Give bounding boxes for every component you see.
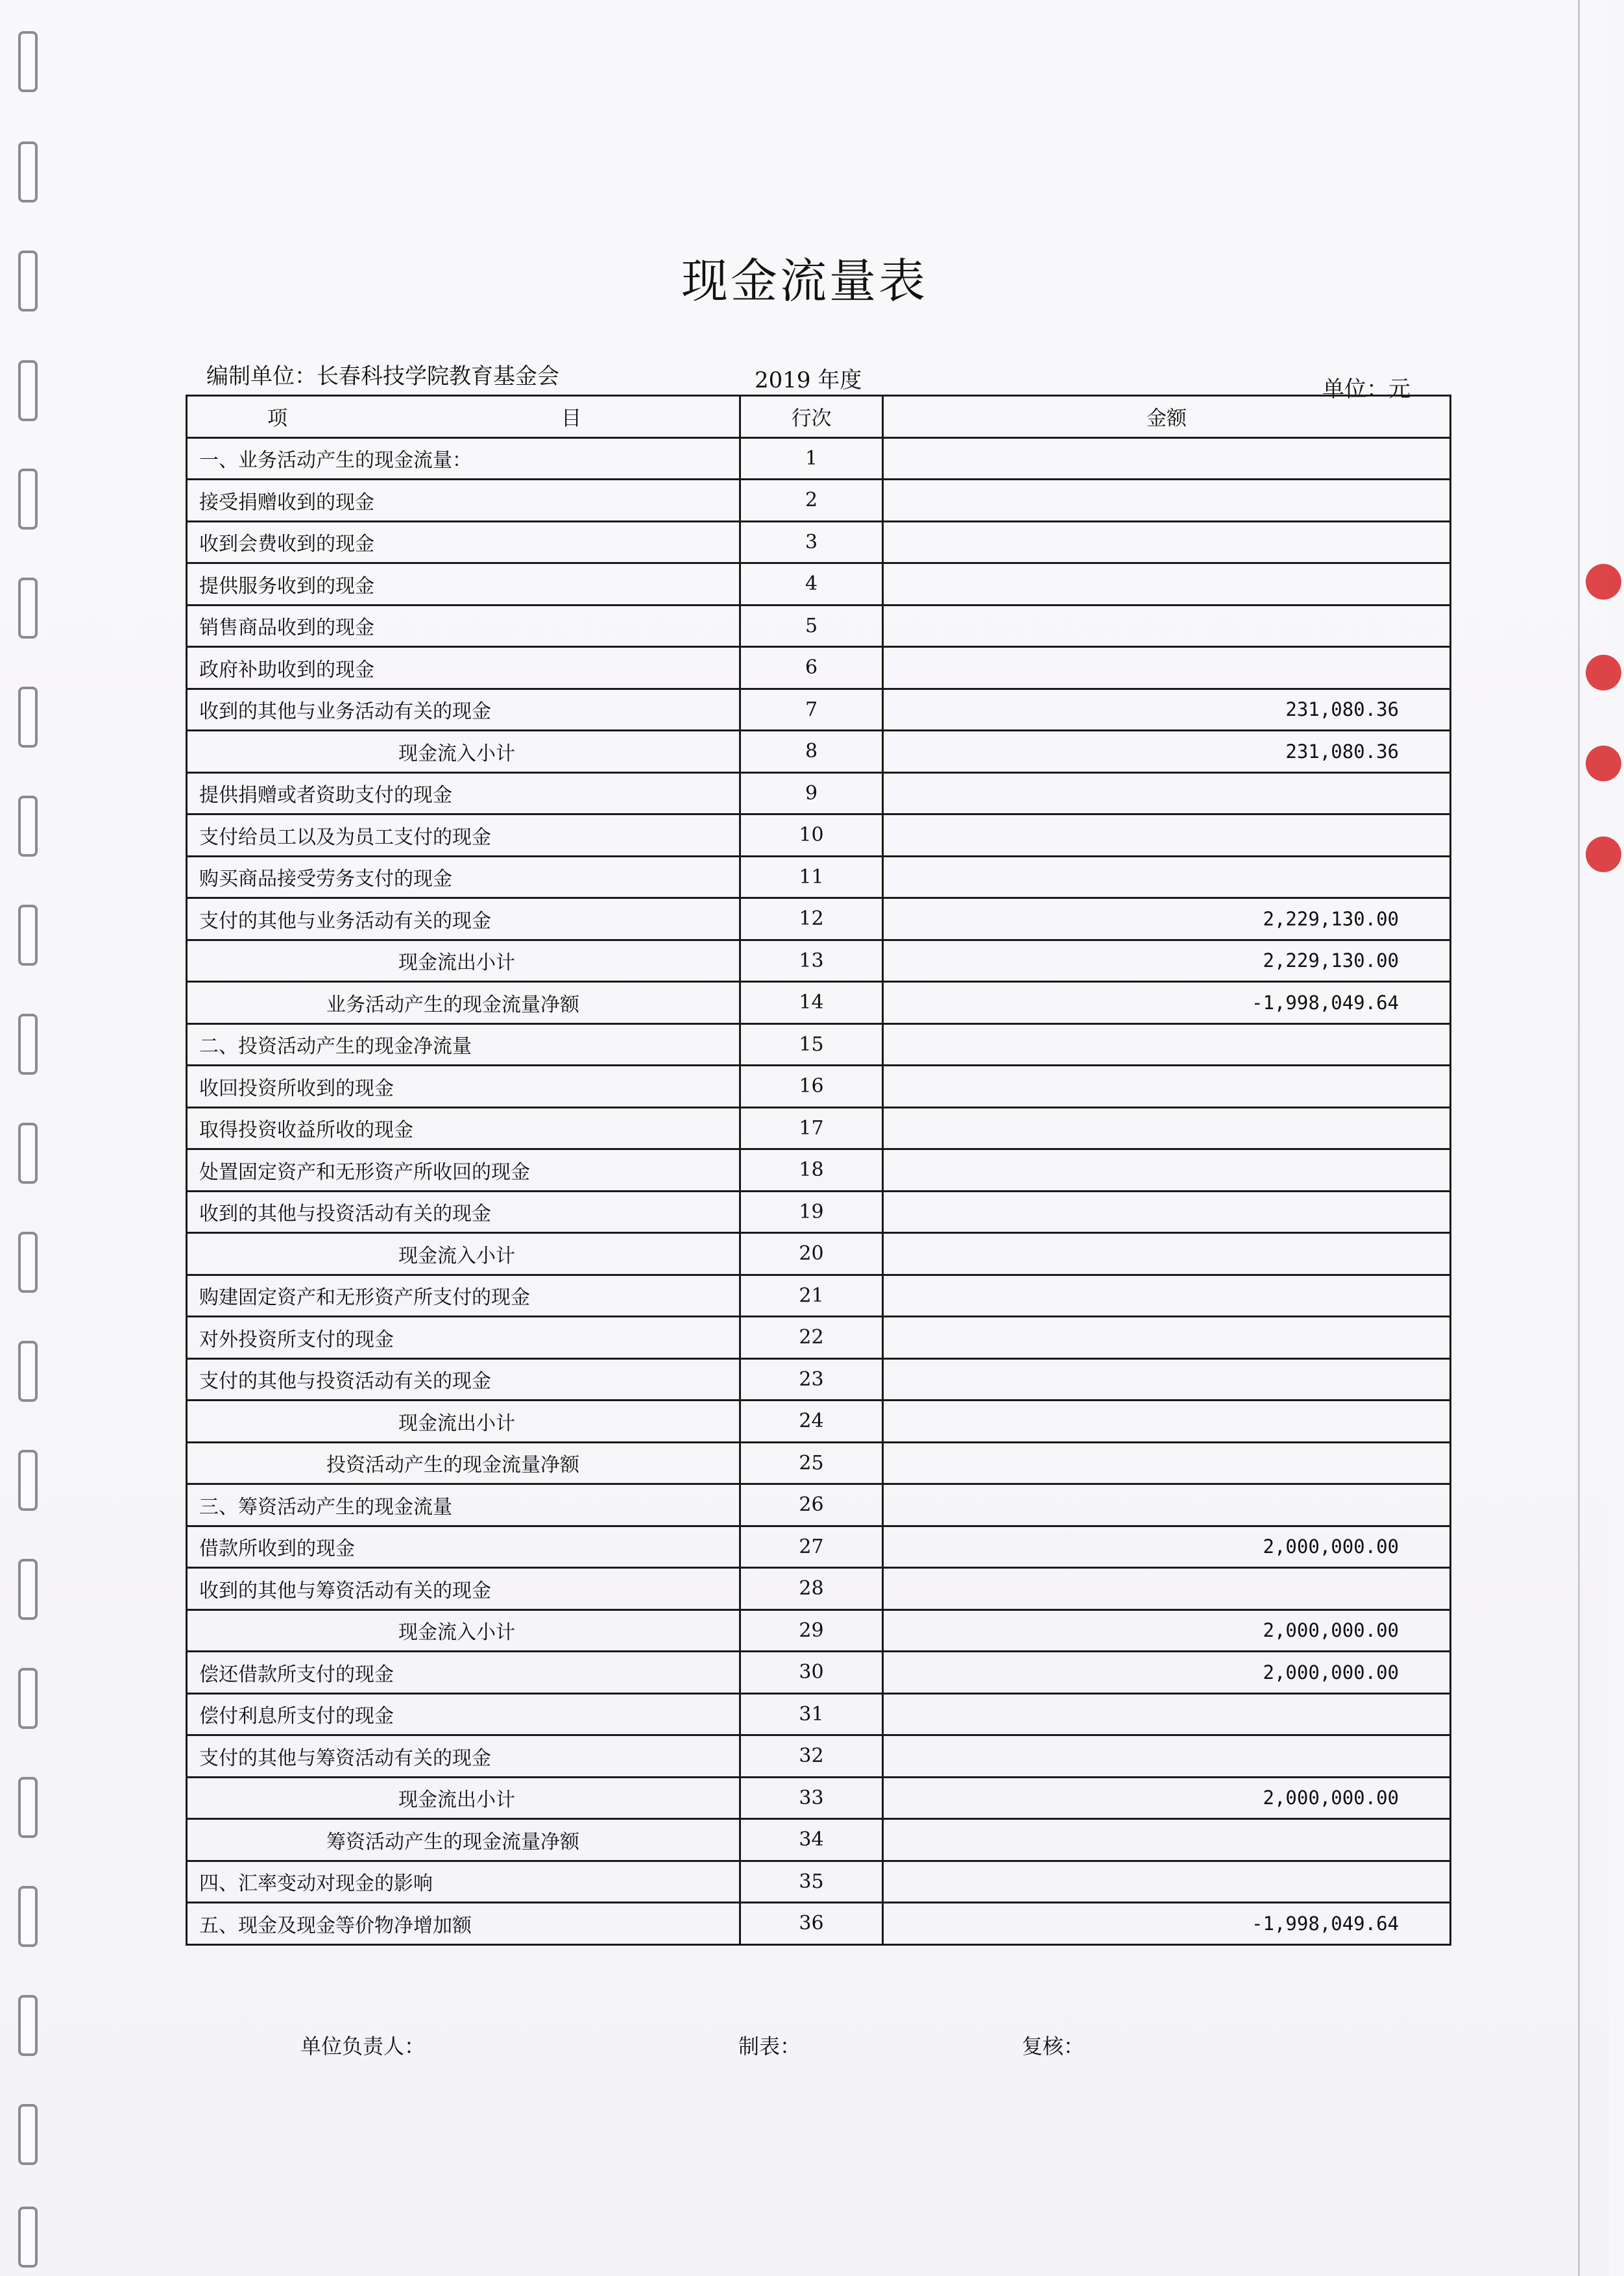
binding-hole [18, 578, 38, 639]
org-label: 编制单位：长春科技学院教育基金会 [206, 363, 559, 389]
row-amount [883, 1317, 1451, 1359]
table-row [187, 605, 1451, 647]
binding-hole [18, 1341, 38, 1402]
row-item-label: 借款所收到的现金 [187, 1526, 740, 1568]
row-amount [883, 1442, 1451, 1484]
row-amount [883, 521, 1451, 563]
header-line: 行次 [740, 396, 883, 438]
table-row [187, 437, 1451, 480]
row-item-label: 现金流出小计 [187, 1401, 740, 1443]
row-item-label: 收回投资所收到的现金 [187, 1066, 740, 1108]
table-row [187, 563, 1451, 606]
row-line-number: 13 [740, 940, 883, 982]
row-item-label: 支付的其他与业务活动有关的现金 [187, 898, 740, 940]
table-row [187, 1777, 1451, 1819]
row-amount: -1,998,049.64 [883, 982, 1451, 1024]
table-row [187, 1903, 1451, 1945]
table-row [187, 689, 1451, 731]
table-row [187, 1609, 1451, 1652]
row-item-label: 提供服务收到的现金 [187, 563, 740, 606]
row-amount [883, 1819, 1451, 1861]
table-row [187, 1652, 1451, 1694]
table-body [187, 437, 1451, 1944]
binding-hole [18, 1668, 38, 1729]
row-item-label: 处置固定资产和无形资产所收回的现金 [187, 1149, 740, 1192]
row-line-number: 4 [740, 563, 883, 606]
row-amount [883, 1693, 1451, 1735]
table-row [187, 898, 1451, 940]
table-row [187, 1442, 1451, 1484]
row-item-label: 二、投资活动产生的现金净流量 [187, 1023, 740, 1066]
row-line-number: 22 [740, 1317, 883, 1359]
table-row [187, 1568, 1451, 1610]
binding-hole [18, 1014, 38, 1075]
row-line-number: 28 [740, 1568, 883, 1610]
table-row [187, 1317, 1451, 1359]
row-line-number: 25 [740, 1442, 883, 1484]
row-item-label: 现金流出小计 [187, 1777, 740, 1819]
row-line-number: 19 [740, 1191, 883, 1233]
row-amount [883, 1191, 1451, 1233]
row-line-number: 5 [740, 605, 883, 647]
row-amount [883, 605, 1451, 647]
binding-hole [18, 1450, 38, 1511]
currency-label: 单位：元 [1322, 376, 1411, 402]
row-item-label: 购买商品接受劳务支付的现金 [187, 856, 740, 898]
binding-hole [18, 905, 38, 966]
row-amount [883, 1275, 1451, 1317]
row-line-number: 16 [740, 1066, 883, 1108]
binding-hole [18, 141, 38, 202]
row-line-number: 20 [740, 1233, 883, 1275]
footer-leader: 单位负责人： [300, 2034, 426, 2059]
table-row [187, 1275, 1451, 1317]
row-amount [883, 1066, 1451, 1108]
row-amount: 2,000,000.00 [883, 1609, 1451, 1652]
row-line-number: 33 [740, 1777, 883, 1819]
row-line-number: 30 [740, 1652, 883, 1694]
table-row [187, 521, 1451, 563]
row-item-label: 筹资活动产生的现金流量净额 [187, 1819, 740, 1861]
footer-reviewer: 复核： [1022, 2034, 1085, 2059]
row-item-label: 购建固定资产和无形资产所支付的现金 [187, 1275, 740, 1317]
row-line-number: 32 [740, 1735, 883, 1778]
row-amount [883, 1023, 1451, 1066]
row-amount: 2,000,000.00 [883, 1777, 1451, 1819]
row-item-label: 四、汇率变动对现金的影响 [187, 1861, 740, 1903]
table-row [187, 1358, 1451, 1401]
row-item-label: 偿付利息所支付的现金 [187, 1693, 740, 1735]
binding-hole [18, 1777, 38, 1838]
row-amount: 2,000,000.00 [883, 1526, 1451, 1568]
row-line-number: 21 [740, 1275, 883, 1317]
binding-hole [18, 2104, 38, 2165]
binding-hole [18, 1995, 38, 2056]
table-row [187, 731, 1451, 773]
table-row [187, 856, 1451, 898]
row-line-number: 10 [740, 814, 883, 857]
row-line-number: 7 [740, 689, 883, 731]
row-amount [883, 1149, 1451, 1192]
row-line-number: 36 [740, 1903, 883, 1945]
row-line-number: 18 [740, 1149, 883, 1192]
table-row [187, 940, 1451, 982]
row-line-number: 11 [740, 856, 883, 898]
row-amount [883, 814, 1451, 857]
row-amount [883, 563, 1451, 606]
binding-hole [18, 1886, 38, 1947]
table-row [187, 1693, 1451, 1735]
table-row [187, 1526, 1451, 1568]
row-item-label: 偿还借款所支付的现金 [187, 1652, 740, 1694]
table-row [187, 772, 1451, 814]
header-amount: 金额 [883, 396, 1451, 438]
row-amount [883, 480, 1451, 522]
page-edge-line [1578, 0, 1580, 2276]
cash-flow-table [186, 395, 1451, 1946]
table-header-row [187, 396, 1451, 438]
binding-hole [18, 796, 38, 857]
binding-hole [18, 469, 38, 530]
row-line-number: 14 [740, 982, 883, 1024]
row-item-label: 提供捐赠或者资助支付的现金 [187, 772, 740, 814]
row-amount: 2,229,130.00 [883, 898, 1451, 940]
table-row [187, 1023, 1451, 1066]
row-amount: 2,000,000.00 [883, 1652, 1451, 1694]
table-row [187, 982, 1451, 1024]
row-line-number: 29 [740, 1609, 883, 1652]
row-line-number: 35 [740, 1861, 883, 1903]
table-row [187, 1484, 1451, 1526]
row-line-number: 2 [740, 480, 883, 522]
footer-preparer: 制表： [738, 2034, 801, 2059]
row-amount: 231,080.36 [883, 731, 1451, 773]
row-amount [883, 856, 1451, 898]
table-row [187, 1735, 1451, 1778]
binding-hole [18, 1559, 38, 1620]
binding-hole [18, 1232, 38, 1293]
row-amount: 231,080.36 [883, 689, 1451, 731]
table-row [187, 480, 1451, 522]
row-amount [883, 1568, 1451, 1610]
row-item-label: 销售商品收到的现金 [187, 605, 740, 647]
table-row [187, 647, 1451, 689]
row-item-label: 现金流入小计 [187, 731, 740, 773]
row-amount [883, 437, 1451, 480]
row-line-number: 1 [740, 437, 883, 480]
binding-hole [18, 687, 38, 748]
row-item-label: 现金流出小计 [187, 940, 740, 982]
row-item-label: 支付给员工以及为员工支付的现金 [187, 814, 740, 857]
header-item: 项 目 [187, 396, 740, 438]
row-line-number: 23 [740, 1358, 883, 1401]
row-line-number: 12 [740, 898, 883, 940]
row-amount [883, 647, 1451, 689]
row-line-number: 17 [740, 1107, 883, 1149]
table-row [187, 1819, 1451, 1861]
row-item-label: 现金流入小计 [187, 1233, 740, 1275]
row-item-label: 一、业务活动产生的现金流量： [187, 437, 740, 480]
row-line-number: 26 [740, 1484, 883, 1526]
table-row [187, 1149, 1451, 1192]
row-line-number: 34 [740, 1819, 883, 1861]
row-line-number: 31 [740, 1693, 883, 1735]
binding-holes [18, 0, 44, 2276]
row-item-label: 三、筹资活动产生的现金流量 [187, 1484, 740, 1526]
row-item-label: 取得投资收益所收的现金 [187, 1107, 740, 1149]
row-item-label: 收到的其他与业务活动有关的现金 [187, 689, 740, 731]
row-amount [883, 1107, 1451, 1149]
row-item-label: 五、现金及现金等价物净增加额 [187, 1903, 740, 1945]
table-row [187, 1191, 1451, 1233]
row-line-number: 8 [740, 731, 883, 773]
row-item-label: 支付的其他与筹资活动有关的现金 [187, 1735, 740, 1778]
binding-hole [18, 2207, 38, 2268]
row-line-number: 15 [740, 1023, 883, 1066]
row-item-label: 政府补助收到的现金 [187, 647, 740, 689]
table-row [187, 814, 1451, 857]
row-item-label: 对外投资所支付的现金 [187, 1317, 740, 1359]
row-amount [883, 1401, 1451, 1443]
table-row [187, 1107, 1451, 1149]
row-line-number: 9 [740, 772, 883, 814]
red-seal-stamp-fragment: ● ● ● ● [1583, 550, 1624, 877]
row-line-number: 6 [740, 647, 883, 689]
row-amount [883, 1358, 1451, 1401]
row-amount [883, 1484, 1451, 1526]
binding-hole [18, 31, 38, 92]
row-amount [883, 1233, 1451, 1275]
row-item-label: 现金流入小计 [187, 1609, 740, 1652]
row-amount [883, 772, 1451, 814]
binding-hole [18, 1123, 38, 1184]
row-amount: -1,998,049.64 [883, 1903, 1451, 1945]
page-title: 现金流量表 [681, 254, 928, 308]
row-item-label: 支付的其他与投资活动有关的现金 [187, 1358, 740, 1401]
row-line-number: 27 [740, 1526, 883, 1568]
year-label: 2019 年度 [755, 367, 862, 393]
row-item-label: 收到会费收到的现金 [187, 521, 740, 563]
table-row [187, 1233, 1451, 1275]
row-item-label: 收到的其他与筹资活动有关的现金 [187, 1568, 740, 1610]
row-item-label: 业务活动产生的现金流量净额 [187, 982, 740, 1024]
row-item-label: 接受捐赠收到的现金 [187, 480, 740, 522]
table-row [187, 1066, 1451, 1108]
row-amount: 2,229,130.00 [883, 940, 1451, 982]
row-item-label: 收到的其他与投资活动有关的现金 [187, 1191, 740, 1233]
table-row [187, 1401, 1451, 1443]
table-row [187, 1861, 1451, 1903]
binding-hole [18, 360, 38, 421]
row-line-number: 24 [740, 1401, 883, 1443]
row-amount [883, 1861, 1451, 1903]
row-item-label: 投资活动产生的现金流量净额 [187, 1442, 740, 1484]
row-amount [883, 1735, 1451, 1778]
row-line-number: 3 [740, 521, 883, 563]
